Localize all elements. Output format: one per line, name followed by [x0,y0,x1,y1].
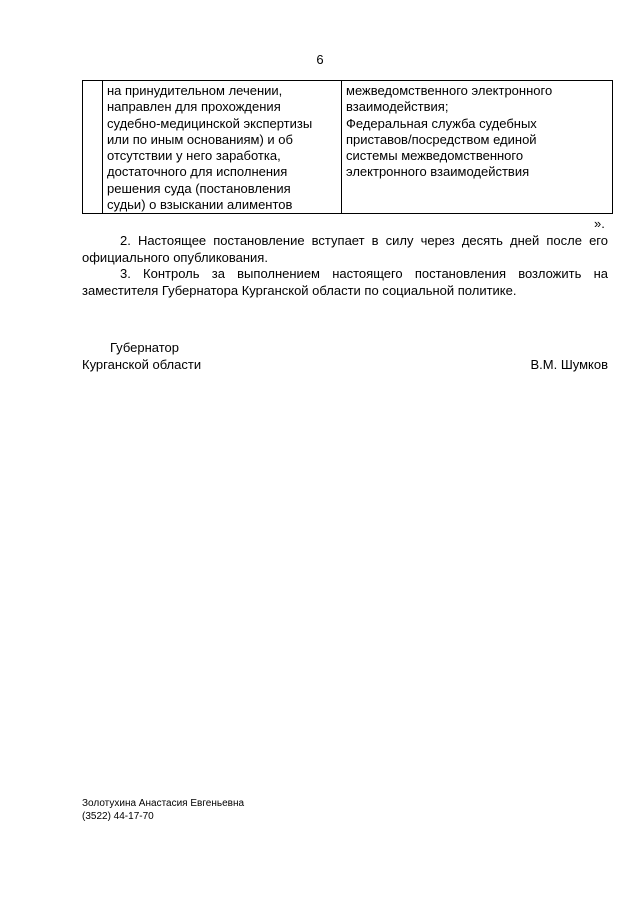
cell-text-line: судьи) о взыскании алиментов [107,197,293,213]
cell-text-line: судебно-медицинской экспертизы [107,115,313,131]
signatory-title [82,340,201,373]
cell-text-line: Федеральная служба судебных [346,115,537,131]
page-number: 6 [316,52,324,67]
cell-text-line: достаточного для исполнения [107,164,288,180]
cell-text-line: или по иным основаниям) и об [107,131,293,147]
signatory-title-line2: Курганской области [82,356,202,372]
table-cell-document [103,81,342,214]
executor-name: Золотухина Анастасия Евгеньевна [82,798,245,809]
table-row [83,81,613,214]
cell-text-line: на принудительном лечении, [107,83,283,98]
table-continuation [82,80,608,213]
signatory-name: В.М. Шумков [530,357,608,372]
cell-text-line: приставов/посредством единой [346,131,537,147]
data-table [82,80,613,214]
cell-text-line: электронного взаимодействия [346,164,530,180]
paragraph-3 [82,266,608,299]
cell-text-line: решения суда (постановления [107,180,291,196]
cell-text-line: межведомственного электронного [346,83,553,98]
table-cell-source [342,81,613,214]
cell-text-line: взаимодействия; [346,99,449,115]
cell-text-line: отсутствии у него заработка, [107,148,281,164]
signatory-title-line1: Губернатор [110,340,179,355]
paragraph-line: официального опубликования. [82,249,268,265]
executor-info [82,797,244,823]
cell-text-line: направлен для прохождения [107,99,281,115]
cell-text-line: системы межведомственного [346,148,524,164]
table-cell-number [83,81,103,214]
closing-quote: ». [594,216,605,231]
paragraph-line: 3. Контроль за выполнением настоящего постановления возложить на [120,266,608,281]
executor-phone: (3522) 44-17-70 [82,811,154,822]
paragraph-2 [82,233,608,266]
paragraph-line: 2. Настоящее постановление вступает в силу через десять дней после его [120,233,608,248]
paragraph-line: заместителя Губернатора Курганской области по социальной политике. [82,282,517,298]
